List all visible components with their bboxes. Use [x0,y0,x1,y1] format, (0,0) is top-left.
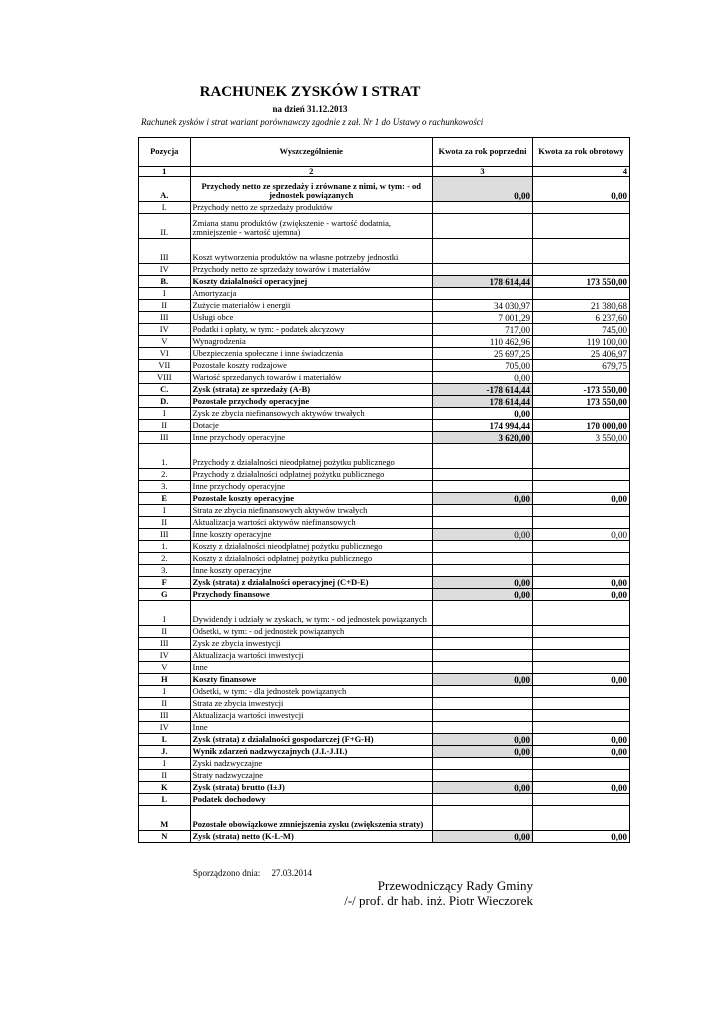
table-row [139,529,630,541]
row-current-year-value [533,565,630,577]
row-previous-year-value [432,288,532,300]
row-previous-year-value: 178 614,44 [432,396,532,408]
row-previous-year-value: 110 462,96 [432,336,532,348]
row-position: I. [139,202,191,214]
table-row [139,650,630,662]
row-current-year-value [533,758,630,770]
row-position: II [139,420,191,432]
row-description: Koszty z działalności odpłatnej pożytku publicznego [190,553,432,565]
row-position: D. [139,396,191,408]
row-current-year-value [533,469,630,481]
col-number: 2 [190,167,432,177]
row-previous-year-value [432,565,532,577]
row-position: VII [139,360,191,372]
table-row [139,372,630,384]
row-position: E [139,493,191,505]
row-position: VIII [139,372,191,384]
row-description: Odsetki, w tym: - od jednostek powiązanych [190,626,432,638]
table-row [139,288,630,300]
column-number-row [139,167,630,177]
report-title: RACHUNEK ZYSKÓW I STRAT [199,84,421,100]
table-row [139,638,630,650]
row-current-year-value [533,214,630,239]
row-position: III [139,432,191,444]
row-description: Zmiana stanu produktów (zwiększenie - wartość dodatnia, zmniejszenie - wartość ujemna) [190,214,432,239]
row-description: Podatek dochodowy [190,794,432,806]
row-current-year-value: 173 550,00 [533,276,630,288]
row-previous-year-value: 7 001,29 [432,312,532,324]
prepared-date-value: 27.03.2014 [271,868,312,878]
row-position: K [139,782,191,794]
row-position: C. [139,384,191,396]
header-current-year: Kwota za rok obrotowy [533,138,630,167]
table-row [139,264,630,276]
row-position: II [139,770,191,782]
table-row [139,565,630,577]
income-statement-table [138,137,630,843]
row-previous-year-value: 178 614,44 [432,276,532,288]
header-previous-year: Kwota za rok poprzedni [432,138,532,167]
row-current-year-value: 0,00 [533,674,630,686]
row-current-year-value [533,239,630,264]
row-previous-year-value: 0,00 [432,831,532,843]
row-description: Podatki i opłaty, w tym: - podatek akcyzowy [190,324,432,336]
row-previous-year-value [432,626,532,638]
table-row [139,577,630,589]
row-description: Amortyzacja [190,288,432,300]
row-position: I [139,686,191,698]
row-current-year-value [533,794,630,806]
table-row [139,541,630,553]
row-previous-year-value [432,698,532,710]
row-description: Dotacje [190,420,432,432]
row-current-year-value [533,553,630,565]
table-row [139,758,630,770]
row-previous-year-value [432,239,532,264]
row-position: II. [139,214,191,239]
row-position: II [139,300,191,312]
table-row [139,686,630,698]
row-position: V [139,662,191,674]
row-position: I [139,288,191,300]
row-previous-year-value [432,758,532,770]
row-position: II [139,517,191,529]
row-previous-year-value: 3 620,00 [432,432,532,444]
row-current-year-value [533,710,630,722]
row-current-year-value [533,770,630,782]
row-current-year-value [533,444,630,469]
table-row [139,239,630,264]
row-position: II [139,698,191,710]
row-current-year-value [533,662,630,674]
row-current-year-value [533,686,630,698]
row-description: Inne przychody operacyjne [190,432,432,444]
row-previous-year-value [432,710,532,722]
row-previous-year-value [432,505,532,517]
row-position: V [139,336,191,348]
row-previous-year-value [432,686,532,698]
row-position: F [139,577,191,589]
row-current-year-value: 679,75 [533,360,630,372]
row-description: Aktualizacja wartości aktywów niefinansowych [190,517,432,529]
row-position: I [139,408,191,420]
row-current-year-value [533,288,630,300]
row-position: III [139,638,191,650]
table-row [139,214,630,239]
row-description: Inne [190,722,432,734]
row-previous-year-value [432,638,532,650]
row-description: Zysk (strata) netto (K-L-M) [190,831,432,843]
row-previous-year-value [432,444,532,469]
row-description: Zysk (strata) z działalności operacyjnej (C+D-E) [190,577,432,589]
table-row [139,177,630,202]
row-description: Wynik zdarzeń nadzwyczajnych (J.I.-J.II.) [190,746,432,758]
table-row [139,408,630,420]
table-row [139,698,630,710]
row-previous-year-value: 0,00 [432,746,532,758]
row-current-year-value [533,626,630,638]
row-description: Strata ze zbycia niefinansowych aktywów trwałych [190,505,432,517]
row-current-year-value: 745,00 [533,324,630,336]
row-position: 3. [139,565,191,577]
row-previous-year-value [432,214,532,239]
row-position: III [139,239,191,264]
signature-title: Przewodniczący Rady Gminy [377,878,533,893]
row-description: Przychody z działalności nieodpłatnej pożytku publicznego [190,444,432,469]
row-previous-year-value: 0,00 [432,177,532,202]
row-previous-year-value [432,517,532,529]
row-description: Zysk (strata) ze sprzedaży (A-B) [190,384,432,396]
row-description: Pozostałe przychody operacyjne [190,396,432,408]
header-wyszczegolnienie: Wyszczególnienie [190,138,432,167]
header-pozycja: Pozycja [139,138,191,167]
row-position: M [139,806,191,831]
row-position: IV [139,324,191,336]
row-current-year-value [533,698,630,710]
row-current-year-value [533,806,630,831]
row-current-year-value [533,638,630,650]
prepared-date-label: Sporządzono dnia: [193,868,261,878]
row-description: Wartość sprzedanych towarów i materiałów [190,372,432,384]
row-description: Inne koszty operacyjne [190,529,432,541]
table-row [139,806,630,831]
table-row [139,420,630,432]
row-position: I [139,505,191,517]
table-row [139,710,630,722]
row-previous-year-value [432,601,532,626]
row-position: I [139,601,191,626]
table-row [139,626,630,638]
row-current-year-value: 25 406,97 [533,348,630,360]
row-current-year-value: 21 380,68 [533,300,630,312]
row-previous-year-value: 25 697,25 [432,348,532,360]
table-row [139,276,630,288]
row-previous-year-value: 0,00 [432,529,532,541]
row-current-year-value [533,722,630,734]
report-date: na dzień 31.12.2013 [272,104,348,114]
table-row [139,794,630,806]
row-previous-year-value [432,722,532,734]
row-position: I. [139,734,191,746]
row-previous-year-value [432,541,532,553]
row-description: Strata ze zbycia inwestycji [190,698,432,710]
table-row [139,601,630,626]
row-position: II [139,626,191,638]
row-description: Dywidendy i udziały w zyskach, w tym: - od jednostek powiązanych [190,601,432,626]
table-row [139,432,630,444]
row-previous-year-value [432,806,532,831]
table-row [139,746,630,758]
table-row [139,493,630,505]
row-previous-year-value: 0,00 [432,734,532,746]
row-position: III [139,529,191,541]
row-description: Koszty działalności operacyjnej [190,276,432,288]
row-position: III [139,312,191,324]
row-position: 1. [139,541,191,553]
table-row [139,517,630,529]
row-current-year-value [533,650,630,662]
row-current-year-value: 0,00 [533,782,630,794]
row-previous-year-value [432,650,532,662]
row-previous-year-value: -178 614,44 [432,384,532,396]
row-description: Zysk ze zbycia inwestycji [190,638,432,650]
row-position: A. [139,177,191,202]
row-previous-year-value [432,264,532,276]
table-row [139,348,630,360]
row-previous-year-value [432,481,532,493]
row-description: Przychody finansowe [190,589,432,601]
row-current-year-value [533,517,630,529]
row-current-year-value [533,505,630,517]
row-position: B. [139,276,191,288]
row-description: Koszty z działalności nieodpłatnej pożytku publicznego [190,541,432,553]
row-previous-year-value: 717,00 [432,324,532,336]
row-current-year-value [533,541,630,553]
row-current-year-value [533,264,630,276]
row-previous-year-value: 0,00 [432,408,532,420]
row-position: VI [139,348,191,360]
row-description: Pozostałe koszty rodzajowe [190,360,432,372]
row-current-year-value: 3 550,00 [533,432,630,444]
header-row [139,138,630,167]
table-row [139,396,630,408]
row-position: I [139,758,191,770]
row-description: Przychody netto ze sprzedaży produktów [190,202,432,214]
row-current-year-value: 6 237,60 [533,312,630,324]
row-previous-year-value: 0,00 [432,577,532,589]
row-description: Przychody netto ze sprzedaży towarów i materiałów [190,264,432,276]
row-position: J. [139,746,191,758]
row-current-year-value: 170 000,00 [533,420,630,432]
row-current-year-value: 0,00 [533,577,630,589]
row-position: 2. [139,553,191,565]
row-current-year-value [533,372,630,384]
row-description: Koszty finansowe [190,674,432,686]
table-row [139,384,630,396]
row-description: Zyski nadzwyczajne [190,758,432,770]
row-previous-year-value [432,469,532,481]
row-description: Inne [190,662,432,674]
row-description: Przychody z działalności odpłatnej pożytku publicznego [190,469,432,481]
row-position: G [139,589,191,601]
row-description: Zysk ze zbycia niefinansowych aktywów trwałych [190,408,432,420]
row-previous-year-value [432,794,532,806]
col-number: 1 [139,167,191,177]
row-description: Pozostałe obowiązkowe zmniejszenia zysku (zwiększenia straty) [190,806,432,831]
row-current-year-value: 0,00 [533,529,630,541]
table-row [139,770,630,782]
row-current-year-value: 0,00 [533,493,630,505]
row-current-year-value: 0,00 [533,734,630,746]
row-description: Koszt wytworzenia produktów na własne potrzeby jednostki [190,239,432,264]
table-row [139,360,630,372]
row-previous-year-value [432,553,532,565]
table-row [139,505,630,517]
col-number: 3 [432,167,532,177]
table-row [139,202,630,214]
table-row [139,469,630,481]
signature-name: /-/ prof. dr hab. inż. Piotr Wieczorek [344,893,533,908]
row-description: Zysk (strata) z działalności gospodarczej (F+G-H) [190,734,432,746]
row-current-year-value: 119 100,00 [533,336,630,348]
row-previous-year-value: 34 030,97 [432,300,532,312]
table-row [139,782,630,794]
table-row [139,722,630,734]
row-previous-year-value [432,662,532,674]
row-description: Pozostałe koszty operacyjne [190,493,432,505]
row-position: 3. [139,481,191,493]
row-previous-year-value: 0,00 [432,372,532,384]
row-current-year-value: 0,00 [533,589,630,601]
row-position: N [139,831,191,843]
col-number: 4 [533,167,630,177]
row-description: Inne przychody operacyjne [190,481,432,493]
row-current-year-value [533,601,630,626]
table-row [139,674,630,686]
table-row [139,831,630,843]
table-row [139,553,630,565]
report-basis: Rachunek zysków i strat wariant porównawczy zgodnie z zał. Nr 1 do Ustawy o rachunkowości [141,117,484,127]
row-position: 2. [139,469,191,481]
row-description: Zużycie materiałów i energii [190,300,432,312]
table-row [139,444,630,469]
table-row [139,589,630,601]
row-description: Usługi obce [190,312,432,324]
row-current-year-value: -173 550,00 [533,384,630,396]
row-current-year-value: 0,00 [533,831,630,843]
table-row [139,300,630,312]
row-previous-year-value: 174 994,44 [432,420,532,432]
row-current-year-value [533,408,630,420]
table-row [139,734,630,746]
row-description: Wynagrodzenia [190,336,432,348]
row-position: H [139,674,191,686]
row-description: Straty nadzwyczajne [190,770,432,782]
row-position: L [139,794,191,806]
row-description: Ubezpieczenia społeczne i inne świadczenia [190,348,432,360]
row-description: Aktualizacja wartości inwestycji [190,710,432,722]
row-description: Inne koszty operacyjne [190,565,432,577]
prepared-date [193,868,312,878]
row-description: Przychody netto ze sprzedaży i zrównane z nimi, w tym: - od jednostek powiązanych [190,177,432,202]
table-row [139,324,630,336]
row-previous-year-value: 0,00 [432,674,532,686]
row-position: IV [139,264,191,276]
table-row [139,336,630,348]
row-position: IV [139,722,191,734]
row-description: Zysk (strata) brutto (I±J) [190,782,432,794]
row-current-year-value: 0,00 [533,746,630,758]
row-previous-year-value: 705,00 [432,360,532,372]
row-previous-year-value [432,770,532,782]
row-previous-year-value: 0,00 [432,782,532,794]
row-position: III [139,710,191,722]
row-previous-year-value [432,202,532,214]
table-row [139,662,630,674]
row-current-year-value [533,481,630,493]
row-position: IV [139,650,191,662]
row-current-year-value [533,202,630,214]
row-description: Aktualizacja wartości inwestycji [190,650,432,662]
row-current-year-value: 173 550,00 [533,396,630,408]
table-row [139,312,630,324]
row-description: Odsetki, w tym: - dla jednostek powiązanych [190,686,432,698]
row-previous-year-value: 0,00 [432,589,532,601]
table-row [139,481,630,493]
row-previous-year-value: 0,00 [432,493,532,505]
row-position: 1. [139,444,191,469]
row-current-year-value: 0,00 [533,177,630,202]
